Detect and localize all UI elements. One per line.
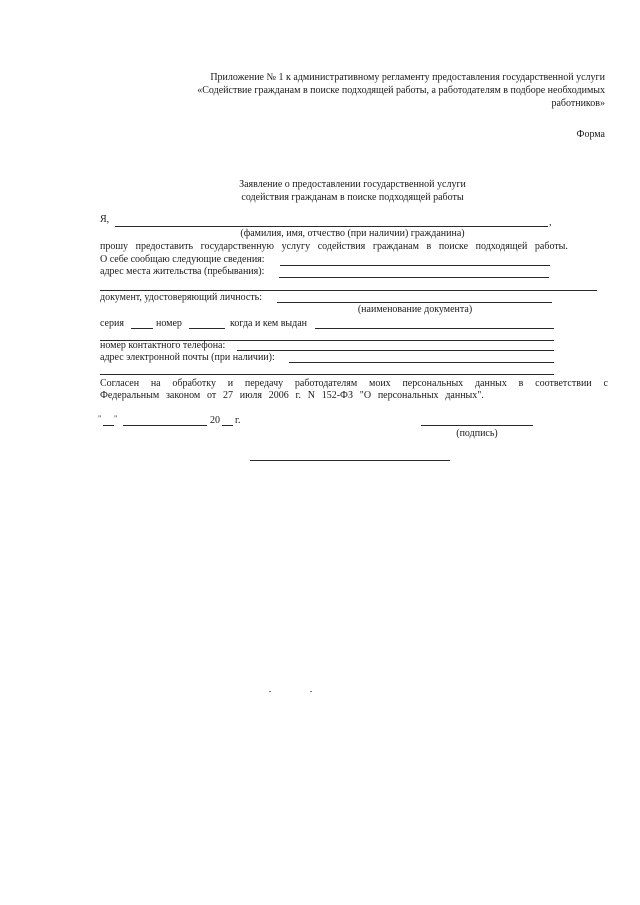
request-word: подходящей — [475, 241, 528, 252]
closing-separator — [250, 460, 450, 461]
i-label: Я, — [100, 214, 110, 225]
scan-speck — [310, 691, 312, 692]
consent-word: 2006 — [268, 390, 289, 401]
id-document-label: документ, удостоверяющий личность: — [100, 292, 262, 303]
request-word: государственную — [200, 241, 275, 252]
issued-field[interactable] — [315, 328, 554, 329]
request-word: гражданам — [372, 241, 419, 252]
consent-word: 27 — [223, 390, 233, 401]
scan-speck — [269, 691, 271, 692]
email-label: адрес электронной почты (при наличии): — [100, 352, 275, 363]
request-word: прошу — [100, 241, 129, 252]
signature-hint: (подпись) — [456, 428, 498, 439]
request-word: в — [426, 241, 432, 252]
comma: , — [549, 217, 552, 228]
consent-word: с — [603, 378, 608, 389]
email-continuation-field[interactable] — [100, 374, 554, 375]
phone-label: номер контактного телефона: — [100, 340, 226, 351]
consent-word: "О — [359, 390, 372, 401]
full-name-field[interactable] — [115, 226, 548, 227]
consent-word: N — [307, 390, 315, 401]
consent-word: г. — [295, 390, 301, 401]
consent-word: Согласен — [100, 378, 140, 389]
date-year-field[interactable] — [222, 425, 233, 426]
date-day-field[interactable] — [103, 425, 114, 426]
request-word: услугу — [281, 241, 311, 252]
document-title-line-2: содействия гражданам в поиске подходящей работы — [241, 192, 464, 203]
consent-word: моих — [368, 378, 391, 389]
consent-word: персональных — [402, 378, 464, 389]
date-quote-close: " — [114, 414, 118, 423]
consent-word: передачу — [244, 378, 284, 389]
address-continuation-field[interactable] — [100, 290, 597, 291]
request-word: предоставить — [135, 241, 194, 252]
id-document-field[interactable] — [277, 302, 552, 303]
consent-word: обработку — [172, 378, 216, 389]
number-field[interactable] — [189, 328, 225, 329]
consent-word: и — [227, 378, 234, 389]
consent-word: в — [518, 378, 524, 389]
doc-name-hint: (наименование документа) — [357, 304, 473, 315]
address-label: адрес места жительства (пребывания): — [100, 266, 265, 277]
consent-word: данных". — [445, 390, 484, 401]
header-line-2: «Содействие гражданам в поиске подходящей работы, а работодателям в подборе необходимых — [197, 85, 605, 96]
consent-word: данных — [474, 378, 507, 389]
header-line-3: работников» — [551, 98, 605, 109]
address-field[interactable] — [279, 277, 549, 278]
number-label: номер — [156, 318, 182, 329]
document-title-line-1: Заявление о предоставлении государственной услуги — [239, 179, 466, 190]
consent-word: работодателям — [294, 378, 358, 389]
consent-word: июля — [239, 390, 262, 401]
email-field[interactable] — [289, 362, 554, 363]
consent-text-line-2 — [100, 390, 484, 402]
phone-field[interactable] — [237, 350, 554, 351]
signature-field[interactable] — [421, 425, 533, 426]
about-field[interactable] — [280, 265, 550, 266]
issued-label: когда и кем выдан — [230, 318, 308, 329]
request-text — [100, 241, 568, 253]
consent-word: от — [206, 390, 217, 401]
header-line-1: Приложение № 1 к административному регламенту предоставления государственной услуги — [210, 72, 605, 83]
date-year-prefix: 20 — [210, 415, 220, 426]
consent-word: соответствии — [535, 378, 592, 389]
series-field[interactable] — [131, 328, 153, 329]
consent-word: законом — [165, 390, 201, 401]
consent-word: 152-ФЗ — [321, 390, 353, 401]
series-label: серия — [100, 318, 124, 329]
request-word: поиске — [438, 241, 469, 252]
request-word: работы. — [534, 241, 568, 252]
date-quote-open: " — [98, 414, 102, 423]
consent-text-line-1 — [100, 378, 608, 390]
request-word: содействия — [317, 241, 366, 252]
form-label: Форма — [576, 129, 605, 140]
consent-word: на — [150, 378, 161, 389]
date-year-suffix: г. — [235, 415, 241, 426]
consent-word: персональных — [377, 390, 439, 401]
date-month-field[interactable] — [123, 425, 207, 426]
about-label: О себе сообщаю следующие сведения: — [100, 254, 265, 265]
consent-word: Федеральным — [100, 390, 160, 401]
full-name-hint: (фамилия, имя, отчество (при наличии) гражданина) — [240, 228, 465, 239]
